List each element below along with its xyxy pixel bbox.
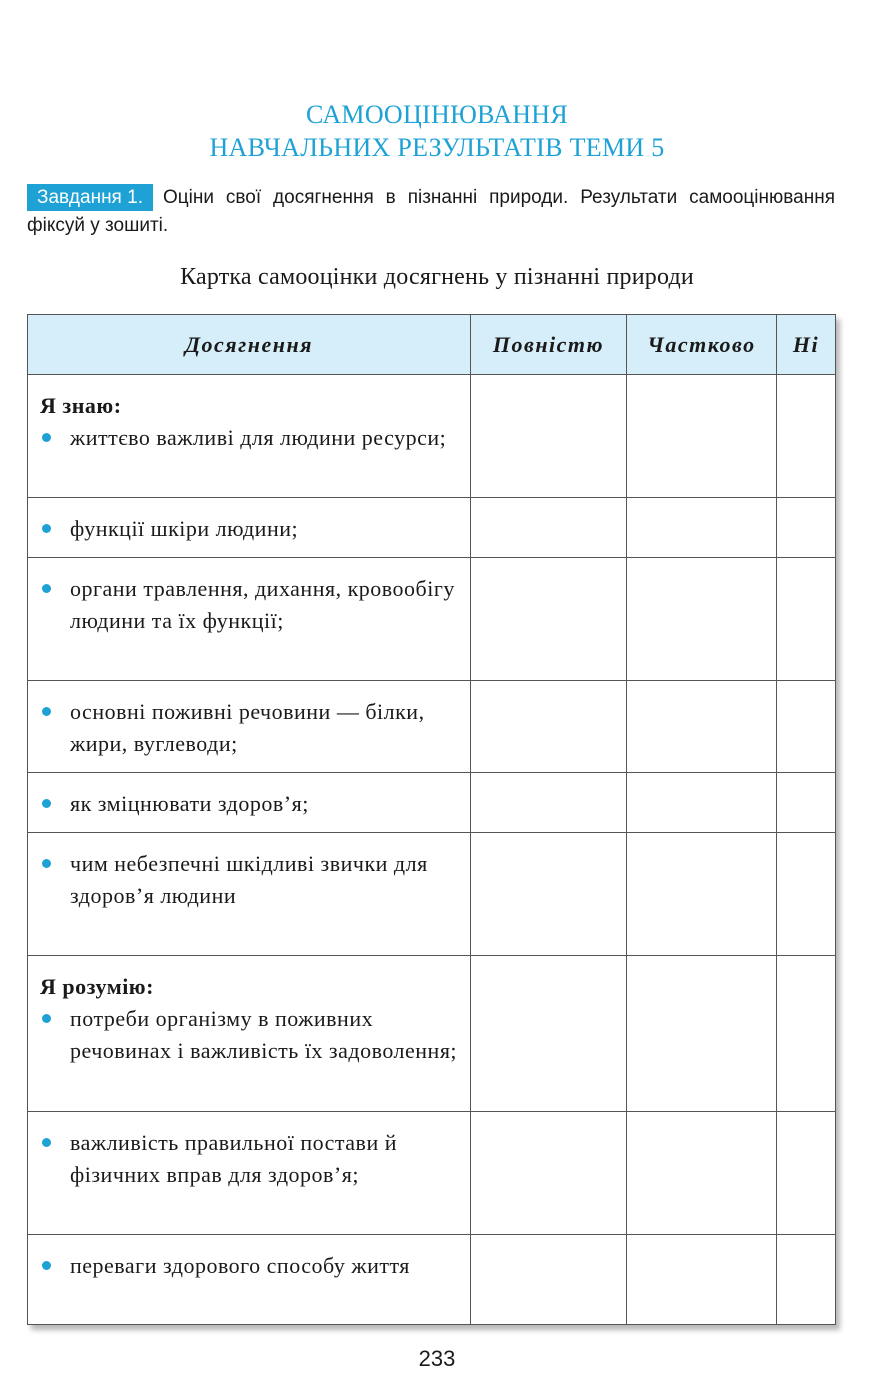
achievement-item (40, 1127, 460, 1191)
bullet-icon (42, 707, 51, 716)
fully-cell (471, 1235, 627, 1325)
achievement-cell (28, 558, 471, 681)
no-cell (777, 773, 836, 833)
achievement-item (40, 1250, 460, 1282)
achievement-text: чим небезпечні шкідливі звички для здоров’я людини (70, 851, 428, 908)
self-assessment-table (27, 314, 836, 1325)
partially-cell (627, 558, 777, 681)
table-row (28, 558, 836, 681)
no-cell (777, 558, 836, 681)
achievement-text: функції шкіри людини; (70, 516, 299, 541)
bullet-icon (42, 859, 51, 868)
fully-cell (471, 1112, 627, 1235)
bullet-icon (42, 1261, 51, 1270)
table-row (28, 498, 836, 558)
achievement-item (40, 513, 460, 545)
title-line-1: САМООЦІНЮВАННЯ (305, 100, 568, 129)
achievement-cell (28, 498, 471, 558)
fully-cell (471, 833, 627, 956)
task-label: Завдання 1. (27, 184, 153, 211)
no-cell (777, 681, 836, 773)
fully-cell (471, 558, 627, 681)
no-cell (777, 1235, 836, 1325)
group-heading: Я знаю: (40, 393, 122, 418)
achievement-item (40, 848, 460, 912)
bullet-icon (42, 524, 51, 533)
partially-cell (627, 498, 777, 558)
card-title: Картка самооцінки досягнень у пізнанні природи (180, 264, 694, 290)
achievement-text: потреби організму в поживних речовинах і важливість їх задоволення; (70, 1006, 458, 1063)
achievement-item (40, 573, 460, 637)
partially-cell (627, 833, 777, 956)
achievement-item (40, 788, 460, 820)
achievement-text: основні поживні речовини — білки, жири, вуглеводи; (70, 699, 425, 756)
page-number: 233 (418, 1346, 456, 1371)
no-cell (777, 956, 836, 1112)
achievement-text: важливість правильної постави й фізичних вправ для здоров’я; (70, 1130, 397, 1187)
achievement-cell (28, 1235, 471, 1325)
no-cell (777, 1112, 836, 1235)
partially-cell (627, 1112, 777, 1235)
fully-cell (471, 773, 627, 833)
partially-cell (627, 375, 777, 498)
achievement-text: органи травлення, дихання, кровообігу людини та їх функції; (70, 576, 455, 633)
bullet-icon (42, 433, 51, 442)
achievement-item (40, 696, 460, 760)
fully-cell (471, 498, 627, 558)
achievement-text: життєво важливі для людини ресурси; (70, 425, 447, 450)
partially-cell (627, 1235, 777, 1325)
achievement-text: переваги здорового способу життя (70, 1253, 410, 1278)
fully-cell (471, 956, 627, 1112)
table-row (28, 1235, 836, 1325)
achievement-cell (28, 681, 471, 773)
achievement-cell (28, 375, 471, 498)
fully-cell (471, 375, 627, 498)
header-achievement: Досягнення (28, 315, 471, 375)
header-fully: Повністю (471, 315, 627, 375)
title-line-2: НАВЧАЛЬНИХ РЕЗУЛЬТАТІВ ТЕМИ 5 (209, 133, 665, 162)
bullet-icon (42, 1014, 51, 1023)
no-cell (777, 498, 836, 558)
achievement-cell (28, 773, 471, 833)
table-header-row (28, 315, 836, 375)
table-row (28, 681, 836, 773)
table-row (28, 773, 836, 833)
partially-cell (627, 773, 777, 833)
table-row (28, 375, 836, 498)
no-cell (777, 833, 836, 956)
fully-cell (471, 681, 627, 773)
bullet-icon (42, 799, 51, 808)
page-title (0, 98, 874, 164)
table-row (28, 1112, 836, 1235)
header-partially: Частково (627, 315, 777, 375)
bullet-icon (42, 584, 51, 593)
achievement-item (40, 1003, 460, 1067)
group-heading: Я розумію: (40, 974, 154, 999)
achievement-text: як зміцнювати здоров’я; (70, 791, 309, 816)
achievement-cell (28, 1112, 471, 1235)
table-row (28, 956, 836, 1112)
header-no: Ні (777, 315, 836, 375)
partially-cell (627, 681, 777, 773)
bullet-icon (42, 1138, 51, 1147)
partially-cell (627, 956, 777, 1112)
table-row (28, 833, 836, 956)
achievement-cell (28, 833, 471, 956)
achievement-cell (28, 956, 471, 1112)
task-paragraph (27, 184, 835, 240)
achievement-item (40, 422, 460, 454)
no-cell (777, 375, 836, 498)
task-text: Оціни свої досягнення в пізнанні природи. Результати самооцінювання фіксуй у зошиті. (27, 187, 835, 236)
